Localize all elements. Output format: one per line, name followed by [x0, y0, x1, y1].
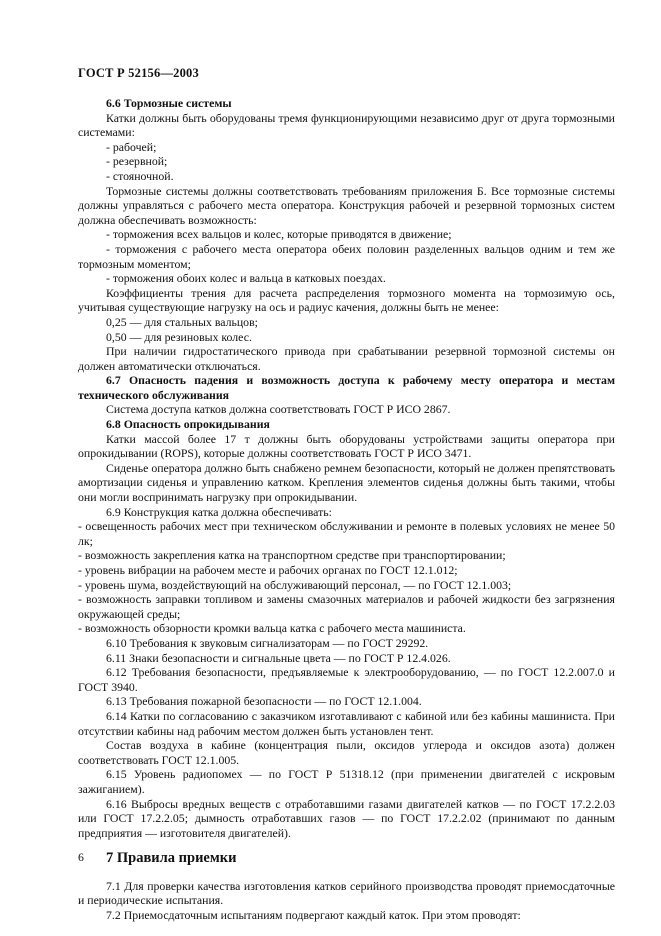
paragraph: Система доступа катков должна соответствовать ГОСТ Р ИСО 2867.: [106, 402, 451, 417]
list-item: 0,25 — для стальных вальцов;: [106, 314, 258, 329]
paragraph: 6.15 Уровень радиопомех — по ГОСТ Р 51318.12 (при применении двигателей с искровым зажиганием).: [78, 767, 615, 796]
list-item: - уровень шума, воздействующий на обслуживающий персонал, — по ГОСТ 12.1.003;: [78, 577, 512, 592]
section-6-9-intro: 6.9 Конструкция катка должна обеспечивать:: [106, 504, 332, 519]
paragraph: Состав воздуха в кабине (концентрация пыли, оксидов углерода и оксидов азота) должен соответствовать ГОСТ 12.1.005.: [78, 738, 615, 767]
section-6-7-heading: 6.7 Опасность падения и возможность доступа к рабочему месту оператора и местам технического обслуживания: [78, 373, 615, 402]
paragraph: Тормозные системы должны соответствовать требованиям приложения Б. Все тормозные системы должны управляться с рабочего места оператора. Конструкция рабочей и резервной тормозных систем должна обеспечивать возможность:: [78, 183, 615, 227]
list-item: 0,50 — для резиновых колес.: [106, 329, 252, 344]
paragraph: Коэффициенты трения для расчета распределения тормозного момента на тормозимую ось, учитывая существующие нагрузку на ось и радиус качения, должны быть не менее:: [78, 285, 615, 315]
list-item: - торможения с рабочего места оператора обеих половин разделенных вальцов одним и тем же тормозным моментом;: [78, 241, 615, 271]
paragraph: При наличии гидростатического привода при срабатывании резервной тормозной системы он должен автоматически отключаться.: [78, 344, 615, 373]
list-item: - резервной;: [106, 154, 168, 169]
paragraph: 6.10 Требования к звуковым сигнализаторам — по ГОСТ 29292.: [106, 635, 429, 650]
paragraph: Катки массой более 17 т должны быть оборудованы устройствами защиты оператора при опрокидывании (ROPS), которые должны соответствовать ГОСТ Р ИСО 3471.: [78, 431, 615, 461]
document-code: ГОСТ Р 52156—2003: [78, 66, 199, 80]
paragraph: 6.16 Выбросы вредных веществ с отработавшими газами двигателей катков — по ГОСТ 17.2.2.03 или ГОСТ 17.2.2.05; дымность отработавших газов — по ГОСТ 17.2.2.02 (принимают по данным предприятия — изготовителя двигателей).: [78, 796, 615, 840]
paragraph: 7.2 Приемосдаточным испытаниям подвергают каждый каток. При этом проводят:: [106, 908, 521, 923]
section-6-8-heading: 6.8 Опасность опрокидывания: [106, 417, 270, 432]
section-6-6-heading: 6.6 Тормозные системы: [106, 96, 232, 110]
list-item: - освещенность рабочих мест при техническом обслуживании и ремонте в полевых условиях не менее 50 лк;: [78, 519, 615, 548]
paragraph: 6.12 Требования безопасности, предъявляемые к электрооборудованию, — по ГОСТ 12.2.007.0 и ГОСТ 3940.: [78, 665, 615, 694]
list-item: - уровень вибрации на рабочем месте и рабочих органах по ГОСТ 12.1.012;: [78, 563, 458, 577]
list-item: - возможность обзорности кромки вальца катка с рабочего места машиниста.: [78, 621, 466, 636]
list-item: - торможения всех вальцов и колес, которые приводятся в движение;: [106, 227, 452, 242]
list-item: - рабочей;: [106, 139, 157, 154]
paragraph: 6.14 Катки по согласованию с заказчиком изготавливают с кабиной или без кабины машиниста. При отсутствии кабины над рабочим местом должен быть установлен тент.: [78, 708, 615, 738]
paragraph: 7.1 Для проверки качества изготовления катков серийного производства проводят приемосдаточные и периодические испытания.: [78, 878, 615, 908]
section-7-heading: 7 Правила приемки: [106, 850, 237, 867]
list-item: - стояночной.: [106, 168, 174, 183]
list-item: - торможения обоих колес и вальца в катковых поездах.: [106, 271, 386, 286]
paragraph: 6.11 Знаки безопасности и сигнальные цвета — по ГОСТ Р 12.4.026.: [106, 650, 451, 665]
page-number: 6: [78, 850, 84, 864]
list-item: - возможность заправки топливом и замены смазочных материалов и рабочей жидкости без загрязнения окружающей среды;: [78, 592, 615, 621]
paragraph: Сиденье оператора должно быть снабжено ремнем безопасности, который не должен препятствовать амортизации сиденья и управлению катком. Крепления элементов сиденья должны быть такими, чтобы они могли воспринимать нагрузку при опрокидывании.: [78, 460, 615, 505]
paragraph: Катки должны быть оборудованы тремя функционирующими независимо друг от друга тормозными системами:: [78, 110, 615, 140]
document-body: [78, 96, 615, 923]
list-item: - возможность закрепления катка на транспортном средстве при транспортировании;: [78, 548, 506, 563]
paragraph: 6.13 Требования пожарной безопасности — по ГОСТ 12.1.004.: [106, 694, 422, 709]
